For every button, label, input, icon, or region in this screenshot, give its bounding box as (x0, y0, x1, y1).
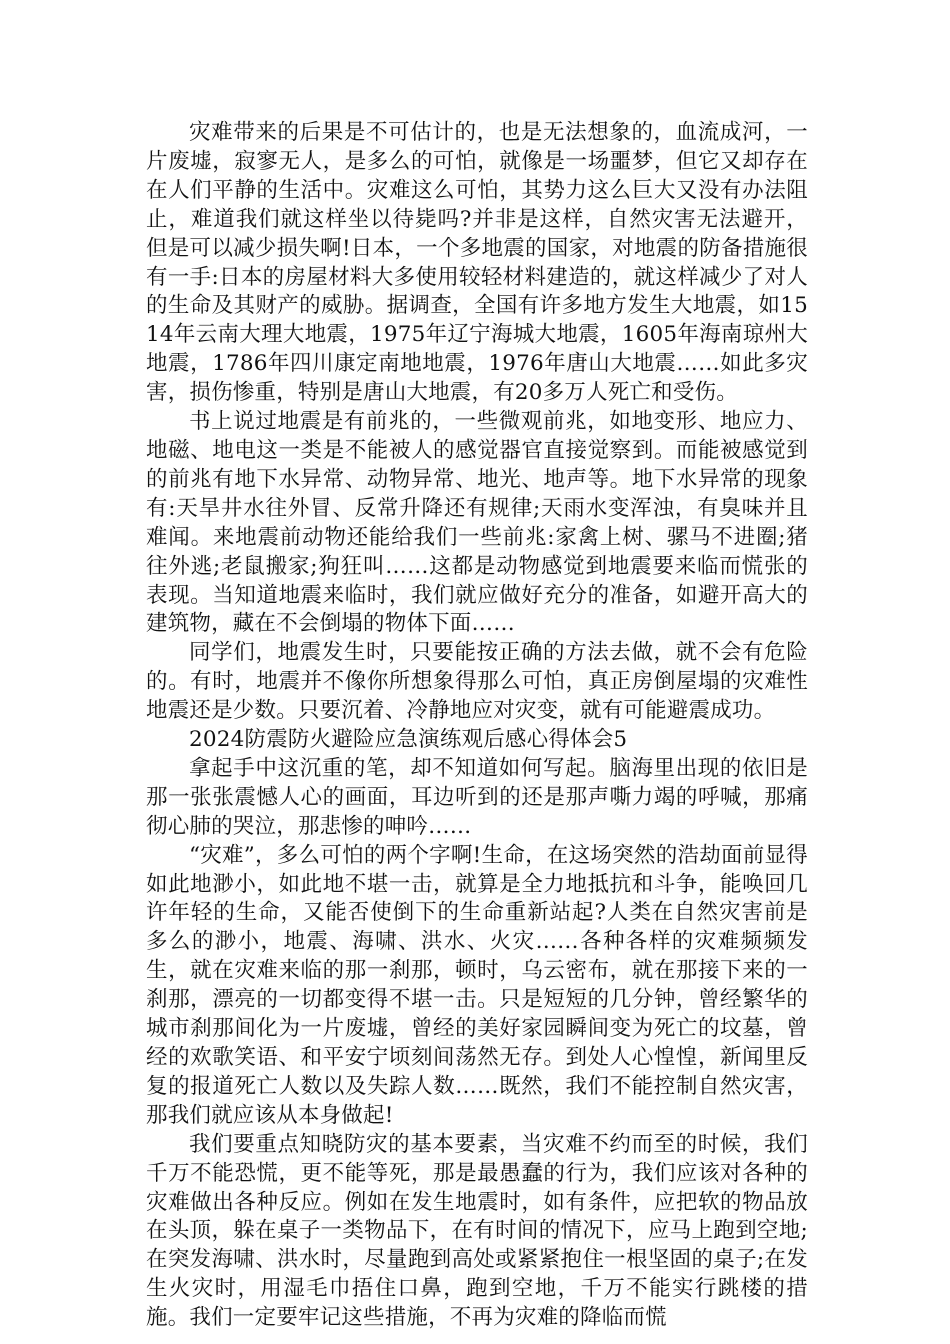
paragraph-disaster-consequences: 灾难带来的后果是不可估计的，也是无法想象的，血流成河，一片废墟，寂寥无人，是多么的可怕，就像是一场噩梦，但它又却存在在人们平静的生活中。灾难这么可怕，其势力这么巨大又没有办法阻止，难道我们就这样坐以待毙吗?并非是这样，自然灾害无法避开，但是可以减少损失啊!日本，一个多地震的国家，对地震的防备措施很有一手:日本的房屋材料大多使用较轻材料建造的，就这样减少了对人的生命及其财产的威胁。据调查，全国有许多地方发生大地震，如1514年云南大理大地震，1975年辽宁海城大地震，1605年海南琼州大地震，1786年四川康定南地地震，1976年唐山大地震……如此多灾害，损伤惨重，特别是唐山大地震，有20多万人死亡和受伤。 (146, 120, 808, 406)
paragraph-prevention-measures: 我们要重点知晓防灾的基本要素，当灾难不约而至的时候，我们千万不能恐慌，更不能等死，那是最愚蠢的行为，我们应该对各种的灾难做出各种反应。例如在发生地震时，如有条件，应把软的物品放在头顶，躲在桌子一类物品下，在有时间的情况下，应马上跑到空地;在突发海啸、洪水时，尽量跑到高处或紧紧抱住一根坚固的桌子;在发生火灾时，用湿毛巾捂住口鼻，跑到空地，千万不能实行跳楼的措施。我们一定要牢记这些措施，不再为灾难的降临而慌 (146, 1131, 808, 1331)
document-body (146, 119, 808, 1333)
paragraph-disaster-word: “灾难”，多么可怕的两个字啊!生命，在这场突然的浩劫面前显得如此地渺小，如此地不堪一击，就算是全力地抵抗和斗争，能唤回几许年轻的生命，又能否使倒下的生命重新站起?人类在自然灾害前是多么的渺小，地震、海啸、洪水、火灾……各种各样的灾难频频发生，就在灾难来临的那一刹那，顿时，乌云密布，就在那接下来的一刹那，漂亮的一切都变得不堪一击。只是短短的几分钟，曾经繁华的城市刹那间化为一片废墟，曾经的美好家园瞬间变为死亡的坟墓，曾经的欢歌笑语、和平安宁顷刻间荡然无存。到处人心惶惶，新闻里反复的报道死亡人数以及失踪人数……既然，我们不能控制自然灾害，那我们就应该从本身做起! (146, 842, 808, 1128)
paragraph-stay-calm: 同学们，地震发生时，只要能按正确的方法去做，就不会有危险的。有时，地震并不像你所想象得那么可怕，真正房倒屋塌的灾难性地震还是少数。只要沉着、冷静地应对灾变，就有可能避震成功。 (146, 640, 808, 724)
paragraph-earthquake-precursors: 书上说过地震是有前兆的，一些微观前兆，如地变形、地应力、地磁、地电这一类是不能被人的感觉器官直接觉察到。而能被感觉到的前兆有地下水异常、动物异常、地光、地声等。地下水异常的现象有:天旱井水往外冒、反常升降还有规律;天雨水变浑浊，有臭味并且难闻。来地震前动物还能给我们一些前兆:家禽上树、骡马不进圈;猪往外逃;老鼠搬家;狗狂叫……这都是动物感觉到地震要来临而慌张的表现。当知道地震来临时，我们就应做好充分的准备，如避开高大的建筑物，藏在不会倒塌的物体下面…… (146, 409, 808, 637)
paragraph-heavy-pen: 拿起手中这沉重的笔，却不知道如何写起。脑海里出现的依旧是那一张张震憾人心的画面，耳边听到的还是那声嘶力竭的呼喊，那痛彻心肺的哭泣，那悲惨的呻吟…… (146, 755, 808, 839)
section-heading: 2024防震防火避险应急演练观后感心得体会5 (189, 727, 628, 753)
